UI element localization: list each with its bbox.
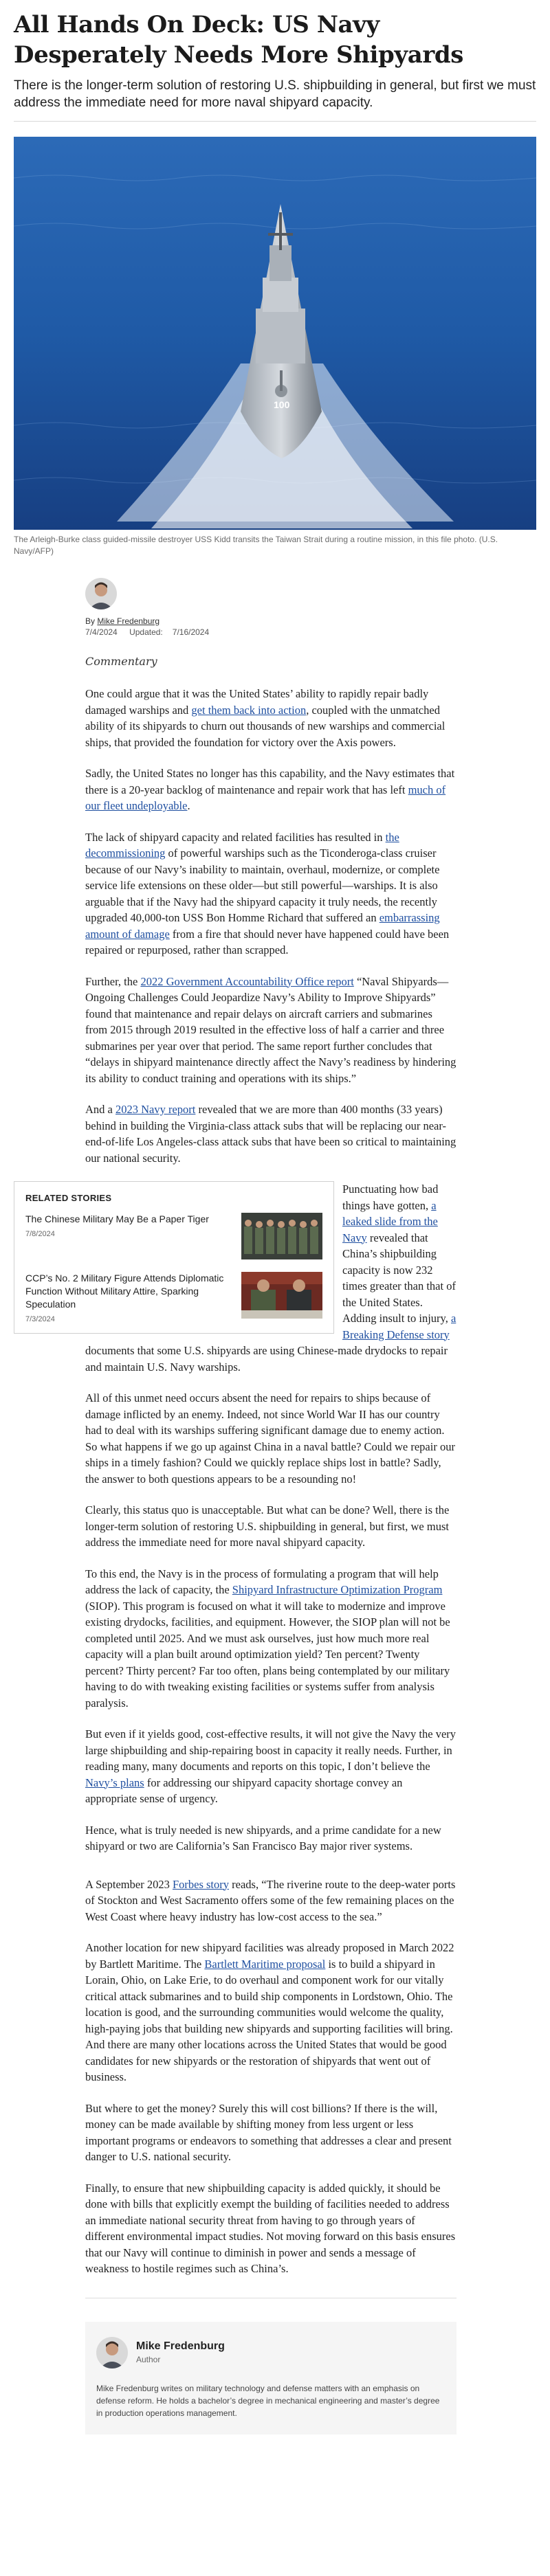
updated-label: Updated: [129, 627, 163, 637]
article-title: All Hands On Deck: US Navy Desperately Needs More Shipyards [14, 11, 464, 69]
related-story-thumbnail[interactable] [241, 1272, 322, 1319]
author-avatar[interactable] [85, 578, 117, 609]
article-column [25, 578, 456, 2298]
paragraph: All of this unmet need occurs absent the need for repairs to ships because of damage inflicted by an enemy. Indeed, not since World War II has our country had to deal with its warships suffering significant damage due to enemy action. So what happens if we go up against China in a naval battle? Could we repair our ships in a timely fashion? Could we quickly replace ships lost in battle? Sadly, the answer to both questions appears to be a resounding no! [85, 1391, 455, 1486]
byline-prefix: By [85, 616, 96, 626]
paragraph: And a 2023 Navy report revealed that we are more than 400 months (33 years) behind in building the Virginia-class attack subs that will be replacing our near-end-of-life Los Angeles-class attack subs that have been so critical to maintaining our national security. [85, 1103, 456, 1165]
author-link[interactable]: Mike Fredenburg [97, 616, 160, 626]
article-body [25, 686, 456, 2277]
inline-link[interactable]: the decommissioning [85, 830, 399, 860]
paragraph: Sadly, the United States no longer has this capability, and the Navy estimates that there is a 20-year backlog of maintenance and repair work that has left much of our fleet undeployable. [85, 767, 455, 812]
inline-link[interactable]: much of our fleet undeployable [85, 783, 446, 812]
related-stories-box [14, 1181, 334, 1334]
related-story-date: 7/8/2024 [25, 1230, 55, 1238]
article-subtitle: There is the longer-term solution of restoring U.S. shipbuilding in general, but first we must address the immediate need for more naval shipyard capacity. [14, 77, 536, 122]
published-date: 7/4/2024 [85, 627, 118, 637]
paragraph: Hence, what is truly needed is new shipyards, and a prime candidate for a new shipyard or two are California’s San Francisco Bay major river systems. [85, 1823, 441, 1852]
paragraph: A September 2023 Forbes story reads, “The riverine route to the deep-water ports of Stockton and West Sacramento offers some of the few remaining places on the West Coast where heavy industry has low-cost access to the sea.” [85, 1877, 456, 1923]
article-dates [85, 627, 456, 637]
svg-text:100: 100 [274, 399, 290, 410]
author-box [85, 2322, 456, 2434]
paragraph: Further, the 2022 Government Accountability Office report “Naval Shipyards—Ongoing Challenges Could Jeopardize Navy’s Ability to Improve Shipyards” found that maintenance and repair delays on aircraft carriers and submarines from 2015 through 2019 resulted in the effective loss of half a carrier and three submarines per year over that period. The same report further concludes that “delays in shipyard maintenance directly affect the Navy’s readiness by hindering its ability to conduct training and operations with its ships.” [85, 974, 456, 1085]
updated-date: 7/16/2024 [172, 627, 210, 637]
inline-link[interactable]: 2023 Navy report [116, 1103, 196, 1116]
destroyer-photo [14, 137, 536, 530]
related-story-thumbnail[interactable] [241, 1213, 322, 1259]
image-caption: The Arleigh-Burke class guided-missile destroyer USS Kidd transits the Taiwan Strait during a routine mission, in this file photo. (U.S. Navy/AFP) [14, 535, 498, 556]
paragraph: But even if it yields good, cost-effective results, it will not give the Navy the very large shipbuilding and ship-repairing boost in capacity it really needs. Further, in reading many, many documents and reports on this topic, I don’t believe the Navy’s plans for addressing our shipyard capacity shortage convey an appropriate sense of urgency. [85, 1727, 456, 1805]
hero-image [14, 137, 536, 530]
inline-link[interactable]: a Breaking Defense story [342, 1312, 456, 1341]
related-story[interactable] [25, 1213, 322, 1259]
inline-link[interactable]: Navy’s plans [85, 1776, 144, 1789]
author-box-avatar[interactable] [96, 2337, 128, 2368]
section-label: Commentary [85, 655, 157, 668]
paragraph: To this end, the Navy is in the process of formulating a program that will help address the lack of capacity, the Shipyard Infrastructure Optimization Program (SIOP). This program is focused on what it will take to modernize and improve existing drydocks, facilities, and equipment. However, the SIOP plan will not be completed until 2025. And we must ask ourselves, just how much more real capacity will a plan built around optimization yield? Ten percent? Twenty percent? Thirty percent? Far too often, plans being contemplated by our military having to do with tweaking existing facilities or systems suffer from analysis paralysis. [85, 1567, 450, 1710]
inline-link[interactable]: 2022 Government Accountability Office report [140, 974, 354, 988]
author-box-role: Author [136, 2355, 161, 2364]
paragraph: Punctuating how bad things have gotten, a leaked slide from the Navy revealed that China’s shipbuilding capacity is now 232 times greater than that of the United States. Adding insult to injury, a Breaking Defense story documents that some U.S. shipyards are using Chinese-made drydocks to repair and maintain U.S. Navy warships. [85, 1183, 456, 1374]
byline [85, 578, 456, 637]
paragraph: Clearly, this status quo is unacceptable. But what can be done? Well, there is the longer-term solution of restoring U.S. shipbuilding in general, but first, we must address the immediate need for more naval shipyard capacity. [85, 1503, 450, 1549]
divider [85, 1870, 456, 1877]
author-line [85, 616, 456, 626]
paragraph: One could argue that it was the United States’ ability to rapidly repair badly damaged warships and get them back into action, coupled with the unmatched ability of its shipyards to churn out thousands of new warships and commercial ships, that provided the foundation for victory over the Axis powers. [85, 687, 446, 749]
related-story-title[interactable]: The Chinese Military May Be a Paper Tiger [25, 1213, 209, 1224]
related-story-date: 7/3/2024 [25, 1315, 55, 1323]
inline-link[interactable]: get them back into action [191, 703, 307, 717]
inline-link[interactable]: Forbes story [172, 1877, 229, 1891]
inline-link[interactable]: a leaked slide from the Navy [342, 1198, 438, 1244]
inline-link[interactable]: embarrassing amount of damage [85, 911, 440, 941]
paragraph: Finally, to ensure that new shipbuilding capacity is added quickly, it should be done with bills that explicitly exempt the building of facilities needed to address an immediate national security threat from having to go through years of different environmental impact studies. Not moving forward on this basis ensures that our Navy will continue to diminish in power and sends a message of weakness to hostile regimes such as China’s. [85, 2181, 456, 2275]
inline-link[interactable]: Shipyard Infrastructure Optimization Program [232, 1583, 443, 1596]
related-heading: RELATED STORIES [25, 1193, 112, 1203]
related-story[interactable] [25, 1272, 322, 1323]
paragraph: The lack of shipyard capacity and related facilities has resulted in the decommissioning of powerful warships such as the Ticonderoga-class cruiser because of our Navy’s inability to maintain, overhaul, modernize, or complete service life extensions on these older—but still powerful—warships. It is also arguable that if the Navy had the shipyard capacity it truly needs, the recently upgraded 40,000-ton USS Bon Homme Richard that suffered an embarrassing amount of damage from a fire that should never have happened could have been repaired or repurposed, rather than scrapped. [85, 830, 450, 956]
author-box-bio: Mike Fredenburg writes on military technology and defense matters with an emphasis on defense reform. He holds a bachelor’s degree in mechanical engineering and master’s degree in production operations management. [96, 2383, 440, 2418]
paragraph: Another location for new shipyard facilities was already proposed in March 2022 by Bartlett Maritime. The Bartlett Maritime proposal is to build a shipyard in Lorain, Ohio, on Lake Erie, to do overhaul and component work for our vitally critical attack submarines and to build ship components in Lordstown, Ohio. The location is good, and the surrounding communities would welcome the quality, high-paying jobs that building new shipyards and supporting facilities will bring. And there are many other locations across the United States that would be good candidates for new shipyards or the restoration of shipyards that went out of business. [85, 1941, 454, 2083]
inline-link[interactable]: Bartlett Maritime proposal [204, 1957, 326, 1971]
article-page [0, 10, 550, 2434]
paragraph: But where to get the money? Surely this will cost billions? If there is the will, money can be made available by shifting money from less urgent or less important programs or endeavors to something that addresses a clear and present danger to U.S. national security. [85, 2101, 452, 2163]
author-box-name[interactable]: Mike Fredenburg [136, 2340, 225, 2352]
related-story-title[interactable]: CCP’s No. 2 Military Figure Attends Diplomatic Function Without Military Attire, Sparking Speculation [25, 1273, 224, 1310]
